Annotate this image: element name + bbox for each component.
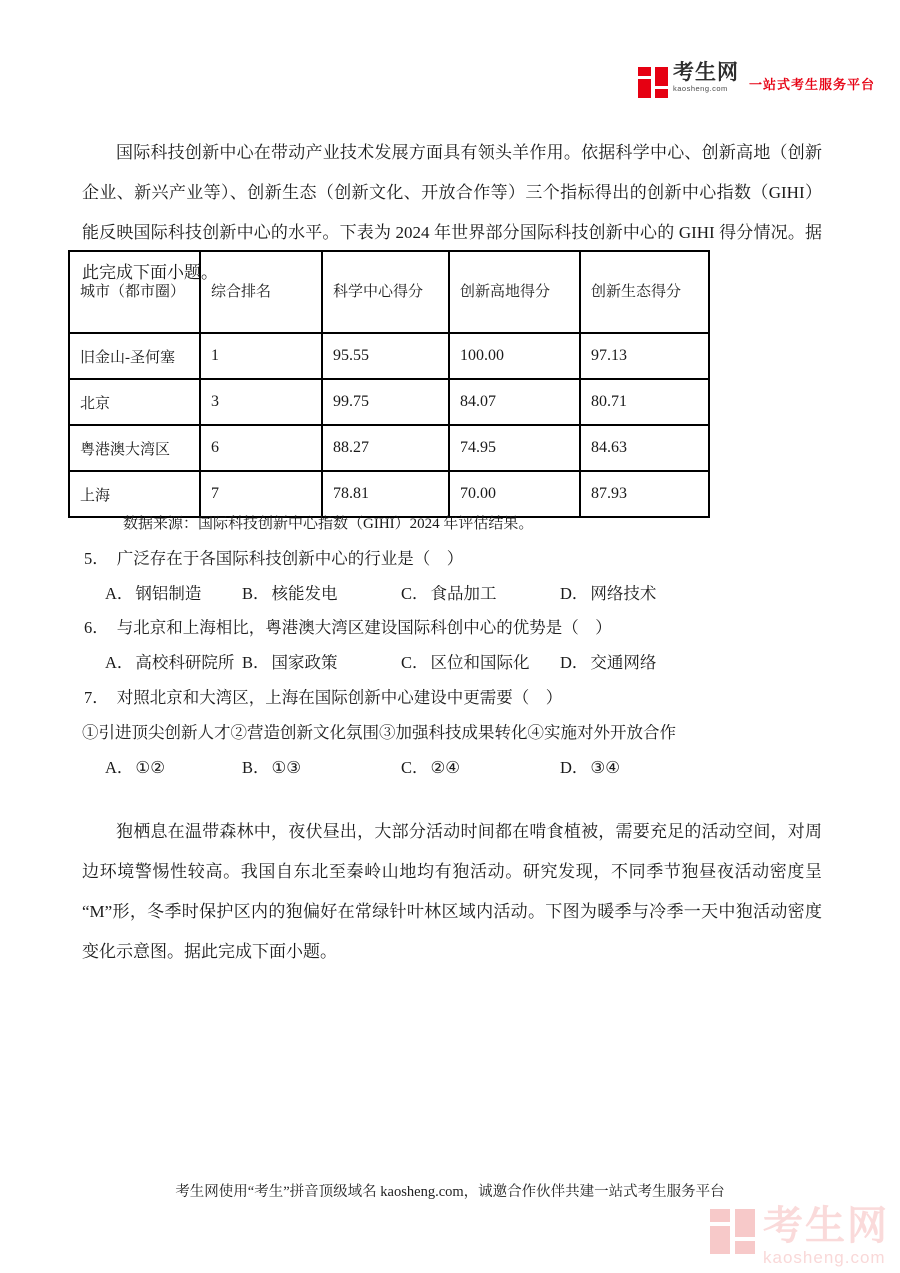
option-b: B． ①③ (242, 758, 302, 777)
option-c: C． 区位和国际化 (401, 653, 530, 672)
col-header-ecology: 创新生态得分 (580, 251, 709, 333)
watermark-domain-text: kaosheng.com (763, 1248, 886, 1267)
cell-science: 95.55 (322, 333, 449, 379)
option-a: A． ①② (105, 758, 166, 777)
watermark-block (710, 1209, 730, 1222)
question-5-stem (84, 545, 844, 569)
question-text: 对照北京和大湾区，上海在国际创新中心建设中更需要（ ） (116, 688, 563, 707)
table-row (69, 425, 709, 471)
option-b: B． 国家政策 (242, 653, 338, 672)
logo-brand-text: 考生网 (673, 61, 739, 84)
cell-rank: 1 (200, 333, 322, 379)
cell-science: 78.81 (322, 471, 449, 517)
cell-highland: 84.07 (449, 379, 580, 425)
cell-science: 88.27 (322, 425, 449, 471)
cell-highland: 74.95 (449, 425, 580, 471)
logo-block (638, 79, 651, 98)
watermark-text-block (763, 1206, 889, 1266)
passage-roe-deer: 狍栖息在温带森林中，夜伏昼出，大部分活动时间都在啃食植被，需要充足的活动空间，对周边环境警惕性较高。我国自东北至秦岭山地均有狍活动。研究发现，不同季节狍昼夜活动密度呈“M”形，冬季时保护区内的狍偏好在常绿针叶林区域内活动。下图为暖季与冷季一天中狍活动密度变化示意图。据此完成下面小题。 (82, 822, 822, 961)
kaosheng-logo (638, 62, 875, 98)
question-7-stem (84, 684, 844, 708)
question-6-stem (84, 614, 844, 638)
option-a: A． 高校科研院所 (105, 653, 235, 672)
table-header-row (69, 251, 709, 333)
col-header-highland: 创新高地得分 (449, 251, 580, 333)
kaosheng-logo-icon (638, 66, 668, 98)
watermark-block (735, 1241, 755, 1254)
cell-rank: 6 (200, 425, 322, 471)
logo-block (638, 67, 651, 76)
logo-tagline: 一站式考生服务平台 (749, 77, 876, 92)
gihi-score-table (68, 250, 710, 518)
option-a: A． 钢铝制造 (105, 584, 202, 603)
option-b: B． 核能发电 (242, 584, 338, 603)
cell-highland: 70.00 (449, 471, 580, 517)
kaosheng-watermark-icon (710, 1208, 755, 1255)
cell-city: 上海 (69, 471, 200, 517)
option-c: C． ②④ (401, 758, 461, 777)
table-row (69, 333, 709, 379)
table-row (69, 379, 709, 425)
cell-city: 粤港澳大湾区 (69, 425, 200, 471)
watermark-block (735, 1209, 755, 1237)
table-source-note: 数据来源：国际科技创新中心指数（GIHI）2024 年评估结果。 (123, 516, 534, 532)
cell-rank: 3 (200, 379, 322, 425)
table-row (69, 471, 709, 517)
col-header-science: 科学中心得分 (322, 251, 449, 333)
question-number: 6． (84, 618, 109, 637)
watermark-block (710, 1226, 730, 1254)
cell-ecology: 80.71 (580, 379, 709, 425)
col-header-city: 城市（都市圈） (69, 251, 200, 333)
option-d: D． 网络技术 (560, 584, 657, 603)
cell-ecology: 84.63 (580, 425, 709, 471)
cell-science: 99.75 (322, 379, 449, 425)
footer-slogan: 考生网使用“考生”拼音顶级域名 kaosheng.com，诚邀合作伙伴共建一站式考生服务平台 (175, 1184, 725, 1200)
question-number: 7． (84, 688, 109, 707)
cell-city: 旧金山-圣何塞 (69, 333, 200, 379)
question-6-options (105, 649, 865, 673)
cell-highland: 100.00 (449, 333, 580, 379)
cell-city: 北京 (69, 379, 200, 425)
cell-ecology: 87.93 (580, 471, 709, 517)
question-7-options (105, 754, 865, 778)
logo-block (655, 67, 668, 86)
logo-block (655, 89, 668, 98)
cell-ecology: 97.13 (580, 333, 709, 379)
option-d: D． ③④ (560, 758, 621, 777)
question-text: 与北京和上海相比，粤港澳大湾区建设国际科创中心的优势是（ ） (116, 618, 612, 637)
option-d: D． 交通网络 (560, 653, 657, 672)
logo-domain-text: kaosheng.com (673, 84, 728, 93)
question-5-options (105, 580, 865, 604)
question-text: 广泛存在于各国际科技创新中心的行业是（ ） (116, 549, 464, 568)
option-c: C． 食品加工 (401, 584, 497, 603)
col-header-rank: 综合排名 (200, 251, 322, 333)
question-number: 5． (84, 549, 109, 568)
logo-text-block (673, 62, 739, 93)
passage-gihi: 国际科技创新中心在带动产业技术发展方面具有领头羊作用。依据科学中心、创新高地（创新企业、新兴产业等）、创新生态（创新文化、开放合作等）三个指标得出的创新中心指数（GIHI）能反映国际科技创新中心的水平。下表为 2024 年世界部分国际科技创新中心的 GIHI 得分情况。据此完成下面小题。 (82, 143, 822, 282)
kaosheng-watermark (710, 1206, 889, 1266)
question-7-subitems: ①引进顶尖创新人才②营造创新文化氛围③加强科技成果转化④实施对外开放合作 (82, 723, 676, 742)
watermark-brand-text: 考生网 (763, 1204, 889, 1248)
cell-rank: 7 (200, 471, 322, 517)
